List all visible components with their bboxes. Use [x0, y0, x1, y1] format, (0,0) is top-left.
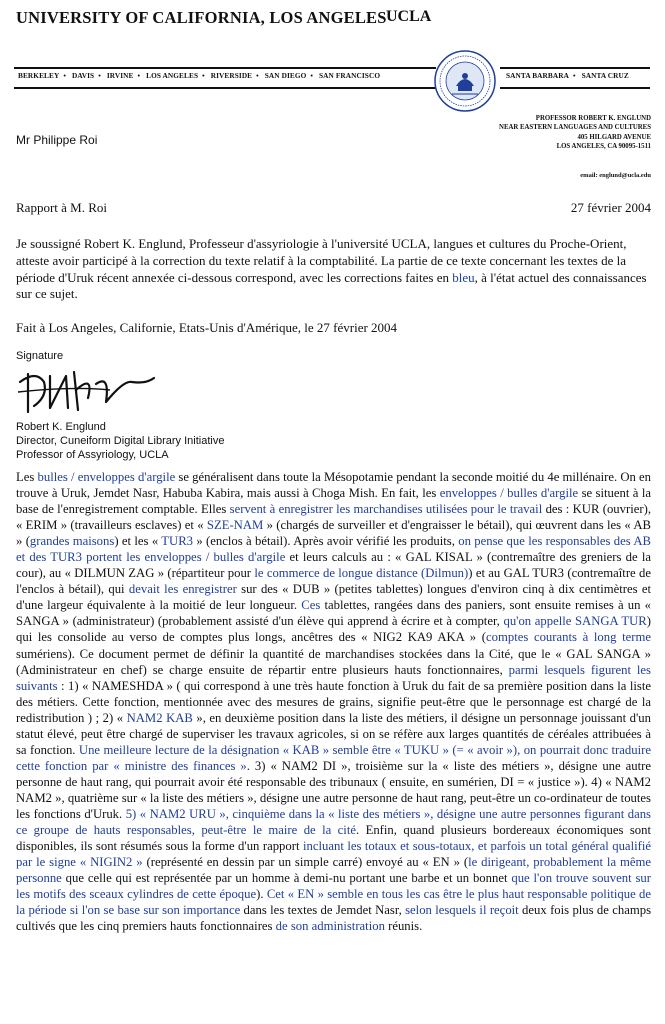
department: NEAR EASTERN LANGUAGES AND CULTURES — [499, 124, 651, 132]
correction-text: qu'on appelle SANGA TUR — [503, 614, 647, 629]
university-abbr: UCLA — [386, 8, 432, 25]
correction-text: comptes courants à long terme — [486, 630, 651, 645]
signer-title: Professor of Assyriology, UCLA — [16, 449, 169, 461]
address-line: LOS ANGELES, CA 90095-1511 — [556, 142, 651, 150]
body-text-segment: et leurs calculs au : « GAL KISAL » (contremaître des greniers de la cour), au « DILMUN ZAG » (répartiteur pour — [16, 550, 651, 581]
correction-text: Cet « EN » semble en tous les cas être le plus haut responsable politique de la période si l'on se base sur son importance — [16, 887, 651, 918]
body-text-segment: . 3) « NAM2 DI », troisième sur la « liste des métiers », désigne une autre personne de haut rang, qui pourrait avoir été responsable des tribunaux ( ensuite, en sumérien, DI = « justice »). 4) « NAM2 NAM2 », quatrième sur « la liste des métiers », désigne une autre personne de haut rang, peut-être un co-ordinateur de toutes les fonctions d'Uruk. — [16, 758, 651, 821]
correction-text: bulles / enveloppes d'argile — [37, 470, 176, 484]
correction-text: de son administration — [275, 919, 385, 934]
body-text-segment: se généralisent dans toute la Mésopotamie pendant la seconde moitié du 4e millénaire. On en trouve à Uruk, Jemdet Nasr, Habuba Kabira, mais aussi à Choga Mish. En fait, les — [16, 470, 651, 501]
campus-name: SANTA BARBARA — [506, 71, 569, 80]
body-text-segment: dans les textes de Jemdet Nasr, — [240, 903, 406, 918]
body-text-segment: : 1) « NAMESHDA » ( qui correspond à une très haute fonction à Uruk du fait de sa première position dans la liste des métiers. Cette fonction, mentionnée avec des mesures de grains, signifie peut-être que le personnage est chargé de la redistribution ) ; 2) « — [16, 678, 651, 725]
campus-name: BERKELEY — [18, 71, 60, 80]
professor-address — [499, 114, 651, 151]
correction-text: le commerce de longue distance (Dilmun) — [254, 566, 469, 581]
correction-text: NAM2 KAB — [126, 710, 193, 725]
intro-text: Je soussigné Robert K. Englund, Professeur d'assyriologie à l'université UCLA, langues et cultures du Proche-Orient, atteste avoir participé à la correction du texte relatif à la comptabilité. La partie de ce texte concernant les textes de la période d'Uruk récent annexée ci-dessous correspond, avec les corrections faites en — [16, 236, 627, 285]
university-name: UNIVERSITY OF CALIFORNIA, LOS ANGELES — [16, 8, 387, 27]
correction-text: SZE-NAM — [206, 518, 264, 533]
campus-name: DAVIS — [71, 71, 95, 80]
correction-text: TUR3 — [161, 534, 193, 549]
correction-text: Ces — [301, 598, 321, 613]
body-text-segment: que celle qui est représentée par un homme à demi-nu portant une barbe et un bonnet — [61, 871, 512, 886]
correction-text: servent à enregistrer les marchandises utilisées pour le travail — [229, 502, 543, 517]
body-text-segment: » (enclos à bétail). Après avoir vérifié les produits, — [193, 534, 459, 549]
body-text-segment: (représenté en dessin par un simple carré) envoyé au « EN » ( — [142, 855, 469, 870]
intro-text-end: , à l'état actuel des connaissances sur ce sujet. — [16, 269, 647, 302]
body-text-segment: sur des « DUB » (petites tablettes) longues d'environ cinq à dix centimètres et d'une largeur équivalente à la moitié de leur longueur. — [16, 582, 651, 613]
body-text-segment: . Enfin, quand plusieurs bordereaux économiques sont disponibles, ils sont résumés sous la forme d'un rapport — [16, 823, 651, 854]
correction-text: selon lesquels il reçoit — [405, 903, 519, 918]
body-text-segment: », en deuxième position dans la liste des métiers, il désigne un personnage jouissant d'un statut élevé, peut être chargé de superviser les travaux agricoles, si on se réfère aux larges quantités de céréales attribuées à sa fonction. — [16, 710, 651, 757]
body-text-segment: sumériens). Ce document permet de définir la quantité de marchandises stockées dans la Cité, que le « GAL SANGA » (Administrateur en chef) se charge ensuite de répartir entre plusieurs hauts fonctionnaires, — [16, 646, 651, 677]
correction-text: Une meilleure lecture de la désignation « KAB » semble être « TUKU » (= « avoir »), on pourrait donc traduire cette fonction par « ministre des finances » — [16, 742, 651, 773]
body-text-segment: réunis. — [384, 919, 423, 934]
correction-text: 5) « NAM2 URU », cinquième dans la « liste des métiers », désigne une autre personnes figurant dans ce groupe de hauts responsables, peut-être le maire de la cité — [16, 806, 651, 838]
university-seal-icon — [434, 50, 496, 112]
campus-name: IRVINE — [106, 71, 134, 80]
body-text-segment: tablettes, rangées dans des paniers, sont ensuite remises à un « SANGA » (administrateur) (probablement assisté d'un élève qui apprend à écrire et à compter, — [16, 598, 651, 629]
correction-text: incluant les totaux et sous-totaux, et parfois un total général qualifié par le signe « NIGIN2 » — [16, 839, 651, 870]
correction-text: on pense que les responsables des AB et des TUR3 portent les enveloppes / bulles d'argile — [16, 534, 651, 565]
body-text-segment: deux fois plus de champs cultivés que les cinq premiers hauts fonctionnaires — [16, 903, 652, 934]
campus-name: SANTA CRUZ — [581, 71, 629, 80]
campus-list-left: BERKELEY • DAVIS • IRVINE • LOS ANGELES • RIVERSIDE • SAN DIEGO • SAN FRANCISCO — [18, 71, 381, 80]
address-line: 405 HILGARD AVENUE — [577, 133, 651, 141]
body-text-segment: » (chargés de surveiller et d'engraisser le bétail), qui œuvrent dans les « AB » ( — [16, 518, 651, 549]
signer-name: Robert K. Englund — [16, 421, 106, 433]
correction-text: que l'on trouve souvent sur les motifs des sceaux cylindres de cette époque — [16, 871, 651, 902]
report-title: Rapport à M. Roi — [16, 200, 107, 215]
correction-text: le dirigeant, probablement la même personne — [16, 855, 651, 886]
body-text-segment: ). — [256, 887, 267, 902]
correction-text: devait les enregistrer — [128, 582, 237, 597]
campus-name: SAN FRANCISCO — [319, 71, 381, 80]
body-text-segment: Les — [16, 470, 38, 484]
body-text-segment: ) et les « — [114, 534, 162, 549]
handwritten-signature — [14, 362, 164, 418]
campus-list-right: SANTA BARBARA • SANTA CRUZ — [506, 71, 629, 80]
recipient: Mr Philippe Roi — [16, 133, 98, 147]
correction-text: enveloppes / bulles d'argile — [439, 486, 579, 501]
correction-text: grandes maisons — [29, 534, 115, 549]
body-text-segment: ) qui les consolide au verso de comptes plus longs, ancêtres des « NIG2 KA9 AKA » ( — [16, 614, 651, 645]
professor-name: PROFESSOR ROBERT K. ENGLUND — [535, 115, 651, 122]
campus-name: RIVERSIDE — [210, 71, 253, 80]
body-text-segment: se situent à la base de l'enregistrement comptable. Elles — [16, 486, 651, 517]
intro-paragraph — [16, 236, 650, 303]
campus-name: LOS ANGELES — [146, 71, 199, 80]
signer-block — [16, 420, 224, 462]
correction-text: parmi lesquels figurent les suivants — [16, 662, 651, 693]
report-date: 27 février 2004 — [570, 200, 651, 215]
made-at-line: Fait à Los Angeles, Californie, Etats-Unis d'Amérique, le 27 février 2004 — [16, 320, 398, 335]
body-text-segment: ) et au GAL TUR3 (contremaître de l'enclos à bétail), qui — [16, 566, 651, 597]
signer-title: Director, Cuneiform Digital Library Initiative — [16, 435, 225, 447]
annexed-text — [16, 469, 651, 934]
body-text-segment: des : KUR (ouvrier), « ERIM » (travailleurs esclaves) et « — [16, 502, 651, 533]
campus-name: SAN DIEGO — [264, 71, 307, 80]
email: email: englund@ucla.edu — [580, 172, 651, 179]
blue-word: bleu — [452, 269, 475, 285]
signature-label: Signature — [16, 350, 64, 362]
